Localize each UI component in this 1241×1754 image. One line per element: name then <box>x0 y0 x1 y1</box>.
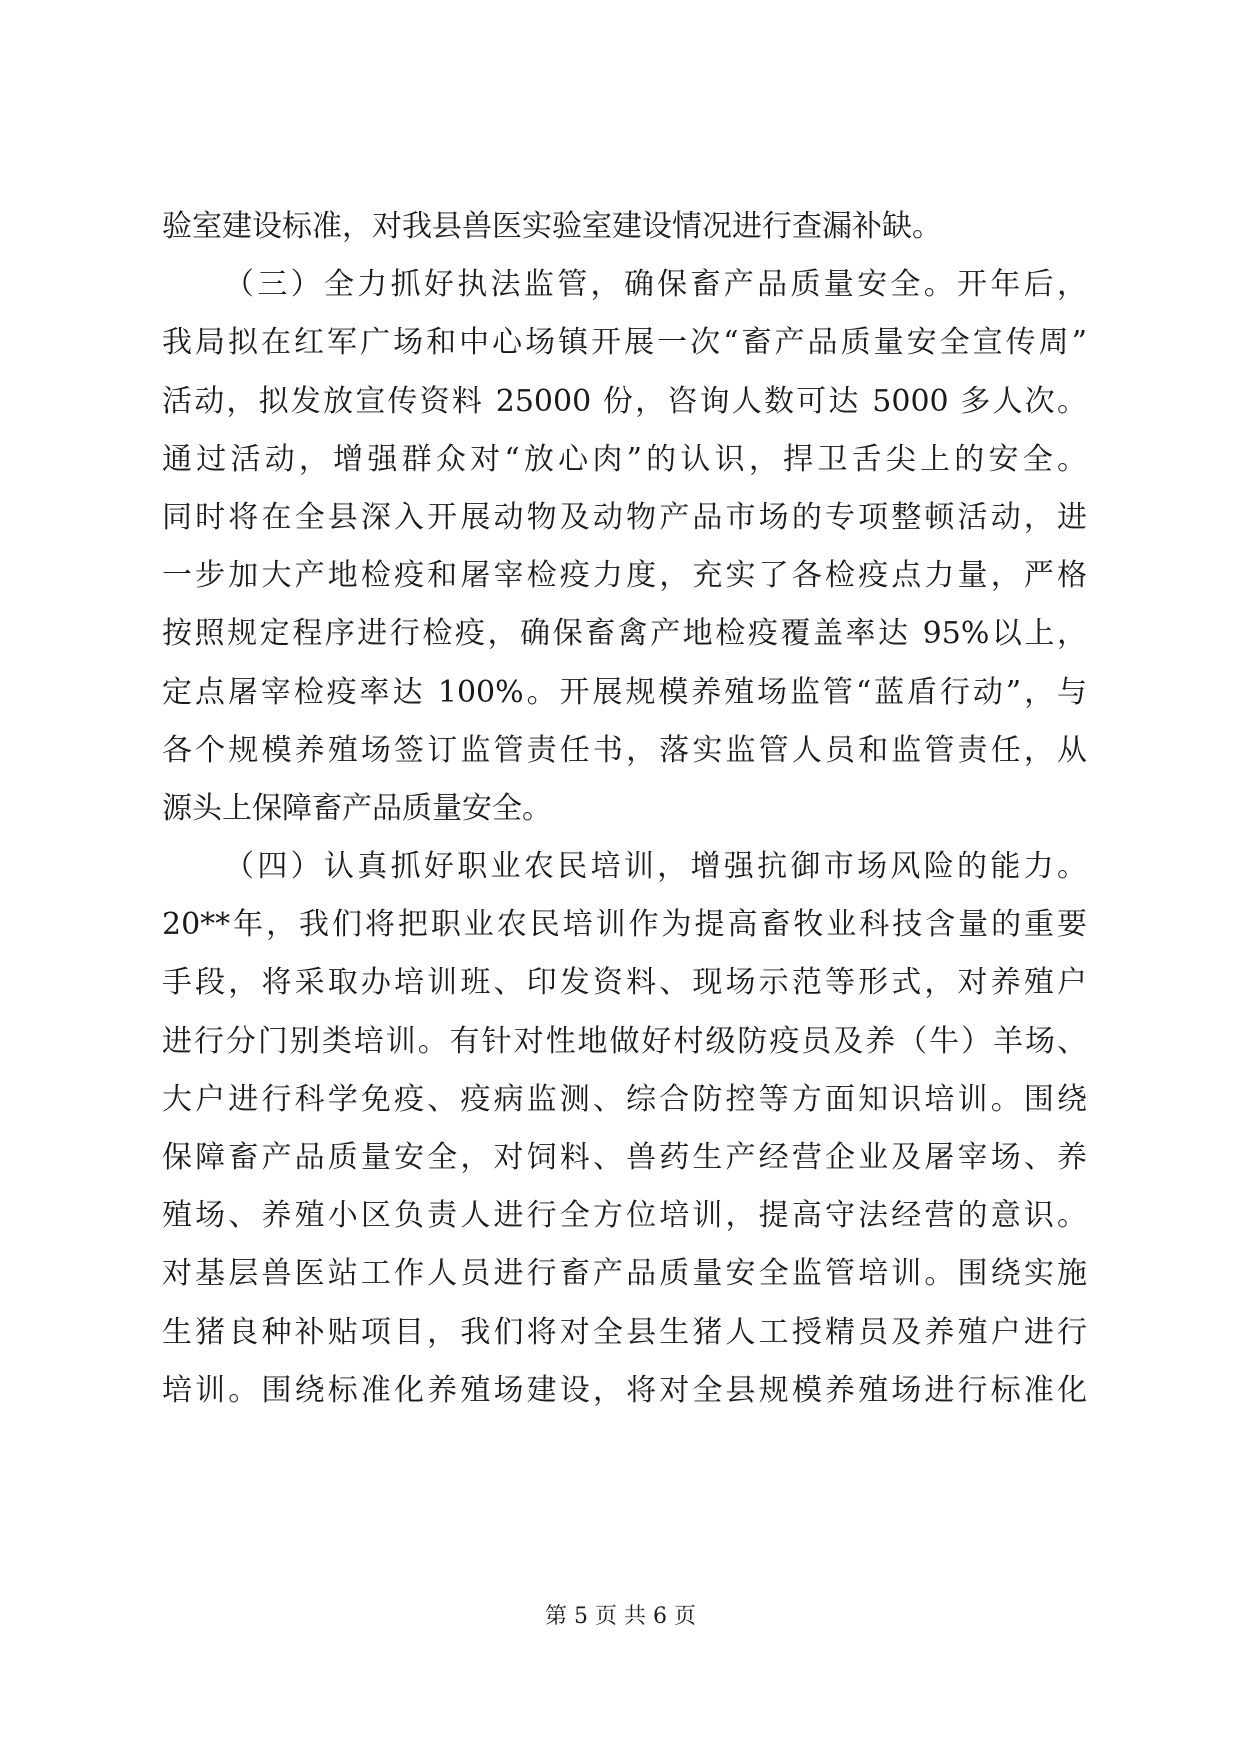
text-line: 通过活动，增强群众对“放心肉”的认识，捍卫舌尖上的安全。 <box>162 441 1087 477</box>
text-line: 源头上保障畜产品质量安全。 <box>162 790 552 826</box>
text-line: 大户进行科学免疫、疫病监测、综合防控等方面知识培训。围绕 <box>162 1081 1087 1117</box>
text-line: 对基层兽医站工作人员进行畜产品质量安全监管培训。围绕实施 <box>162 1256 1087 1292</box>
text-line: 我局拟在红军广场和中心场镇开展一次“畜产品质量安全宣传周” <box>162 325 1087 361</box>
text-line: 活动，拟发放宣传资料 25000 份，咨询人数可达 5000 多人次。 <box>162 383 1087 419</box>
text-line: 20**年，我们将把职业农民培训作为提高畜牧业科技含量的重要 <box>162 907 1087 943</box>
text-line: 定点屠宰检疫率达 100%。开展规模养殖场监管“蓝盾行动”，与 <box>162 674 1087 710</box>
text-line: 按照规定程序进行检疫，确保畜禽产地检疫覆盖率达 95%以上， <box>162 616 1087 652</box>
text-line: 各个规模养殖场签订监管责任书，落实监管人员和监管责任，从 <box>162 732 1087 768</box>
text-line: 殖场、养殖小区负责人进行全方位培训，提高守法经营的意识。 <box>162 1198 1087 1234</box>
text-line: 培训。围绕标准化养殖场建设，将对全县规模养殖场进行标准化 <box>162 1372 1087 1408</box>
text-line: 验室建设标准，对我县兽医实验室建设情况进行查漏补缺。 <box>162 209 942 244</box>
text-line: 同时将在全县深入开展动物及动物产品市场的专项整顿活动，进 <box>162 499 1087 535</box>
section-3-heading-line: （三）全力抓好执法监管，确保畜产品质量安全。开年后， <box>224 267 1087 303</box>
text-line: 进行分门别类培训。有针对性地做好村级防疫员及养（牛）羊场、 <box>162 1023 1087 1059</box>
text-line: 保障畜产品质量安全，对饲料、兽药生产经营企业及屠宰场、养 <box>162 1140 1087 1175</box>
section-4-heading-line: （四）认真抓好职业农民培训，增强抗御市场风险的能力。 <box>224 849 1087 885</box>
text-line: 生猪良种补贴项目，我们将对全县生猪人工授精员及养殖户进行 <box>162 1314 1087 1350</box>
page-number-footer: 第 5 页 共 6 页 <box>545 1604 696 1629</box>
body-text <box>162 198 1087 1420</box>
text-line: 一步加大产地检疫和屠宰检疫力度，充实了各检疫点力量，严格 <box>162 558 1087 594</box>
text-line: 手段，将采取办培训班、印发资料、现场示范等形式，对养殖户 <box>162 965 1087 1001</box>
